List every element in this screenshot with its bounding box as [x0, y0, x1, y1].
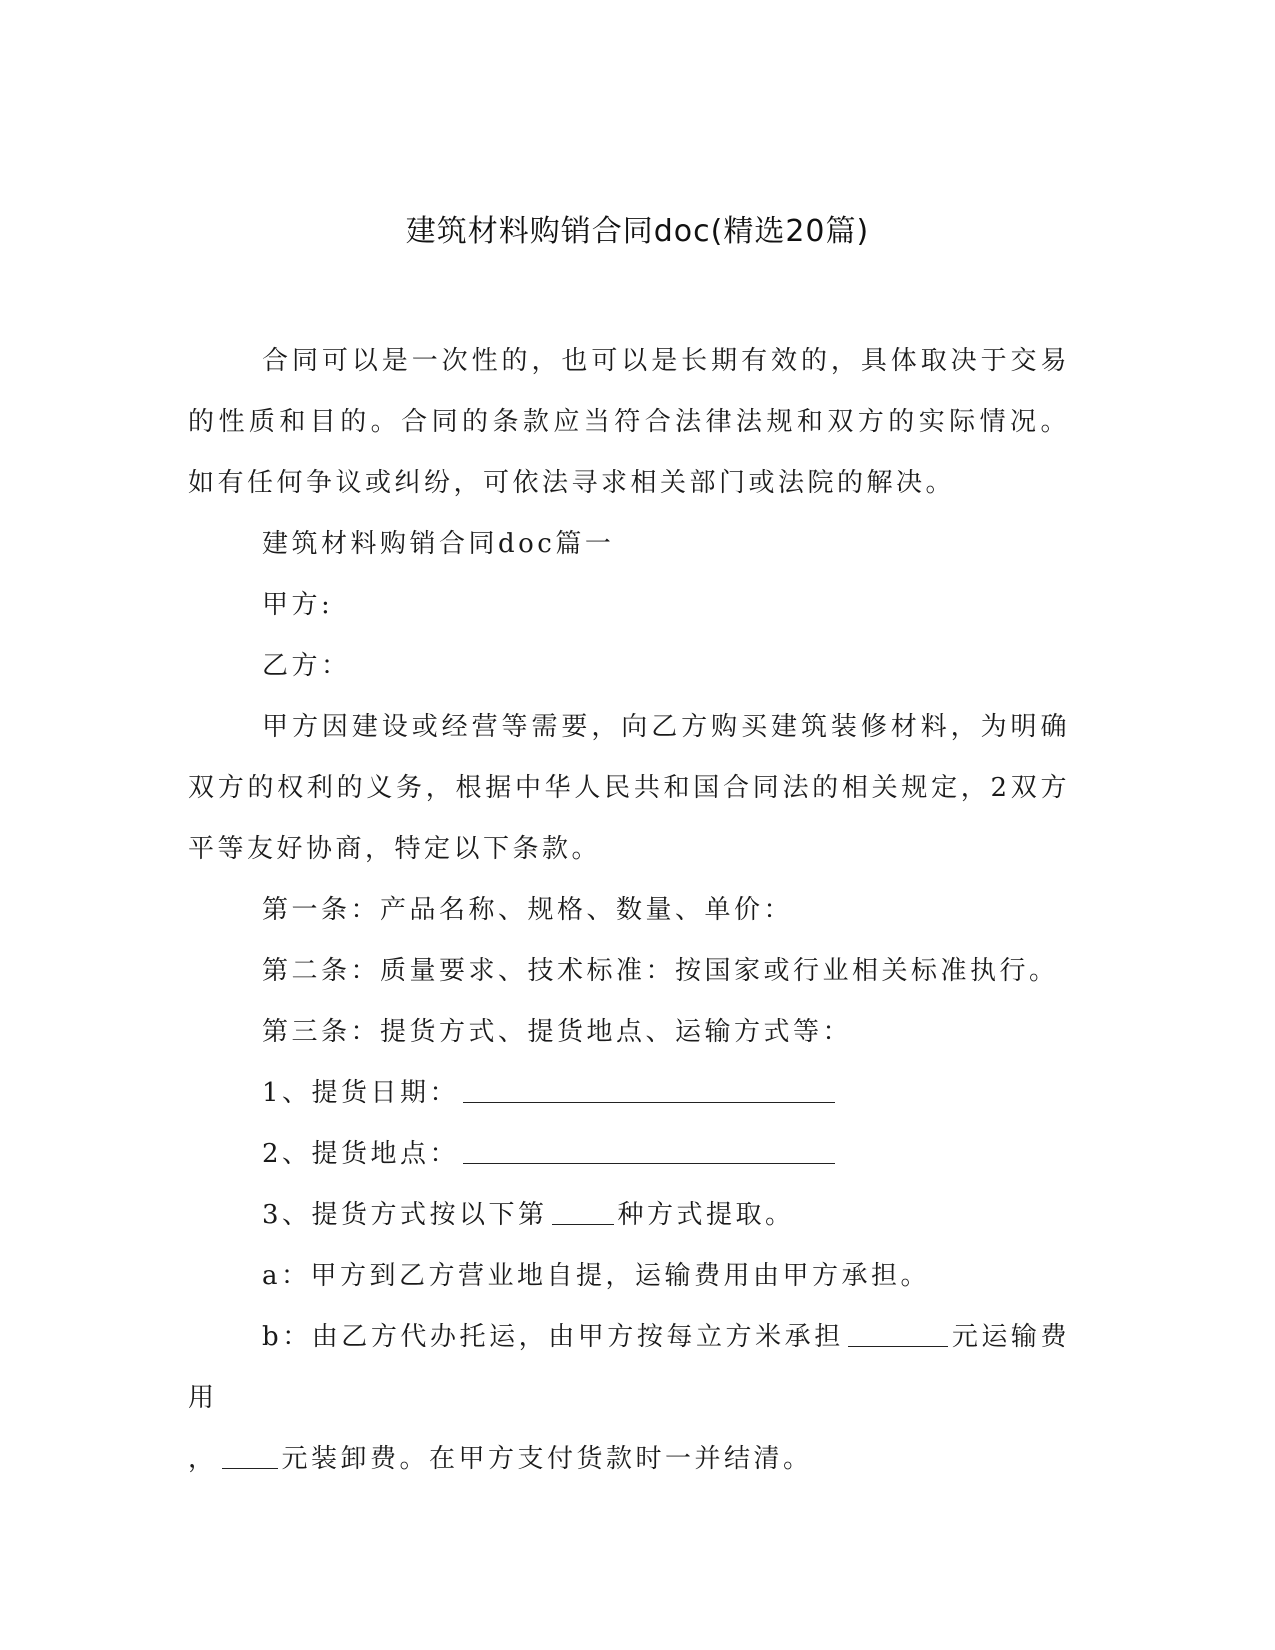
item-1-pickup-date: [188, 1063, 1070, 1124]
method-number-blank: [552, 1198, 614, 1225]
item-3-pickup-method: [188, 1185, 1070, 1246]
pickup-date-blank: [463, 1076, 835, 1103]
item-3-prefix: 3、提货方式按以下第: [262, 1200, 548, 1230]
item-3-suffix: 种方式提取。: [617, 1200, 795, 1230]
transport-fee-blank: [848, 1320, 948, 1347]
item-2-label: 2、提货地点：: [262, 1139, 460, 1169]
section-heading: 建筑材料购销合同doc篇一: [262, 529, 615, 559]
party-a-line: 甲方:: [262, 590, 334, 620]
handling-fee-blank: [222, 1442, 278, 1469]
option-a: a：甲方到乙方营业地自提，运输费用由甲方承担。: [262, 1261, 931, 1291]
party-b-line: 乙方：: [262, 651, 351, 681]
option-b: [188, 1307, 1070, 1429]
item-2-pickup-location: [188, 1124, 1070, 1185]
option-b-line2-suffix: 元装卸费。在甲方支付货款时一并结清。: [281, 1444, 813, 1474]
pickup-location-blank: [463, 1137, 835, 1164]
preamble-paragraph: 甲方因建设或经营等需要，向乙方购买建筑装修材料，为明确双方的权利的义务，根据中华人民共和国合同法的相关规定，2双方平等友好协商，特定以下条款。: [188, 712, 1070, 864]
option-b-middle: 元运输费用: [188, 1322, 1070, 1413]
article-2: 第二条：质量要求、技术标准：按国家或行业相关标准执行。: [262, 956, 1059, 986]
document-body: [188, 331, 1070, 1490]
item-1-label: 1、提货日期：: [262, 1078, 460, 1108]
option-b-line2-prefix: ，: [188, 1444, 218, 1474]
option-b-continued: [188, 1429, 1070, 1490]
option-b-prefix: b：由乙方代办托运，由甲方按每立方米承担: [262, 1322, 844, 1352]
article-1: 第一条：产品名称、规格、数量、单价：: [262, 895, 794, 925]
intro-paragraph: 合同可以是一次性的，也可以是长期有效的，具体取决于交易的性质和目的。合同的条款应当符合法律法规和双方的实际情况。如有任何争议或纠纷，可依法寻求相关部门或法院的解决。: [188, 346, 1070, 498]
document-title: 建筑材料购销合同doc(精选20篇): [405, 214, 870, 249]
article-3: 第三条：提货方式、提货地点、运输方式等：: [262, 1017, 853, 1047]
